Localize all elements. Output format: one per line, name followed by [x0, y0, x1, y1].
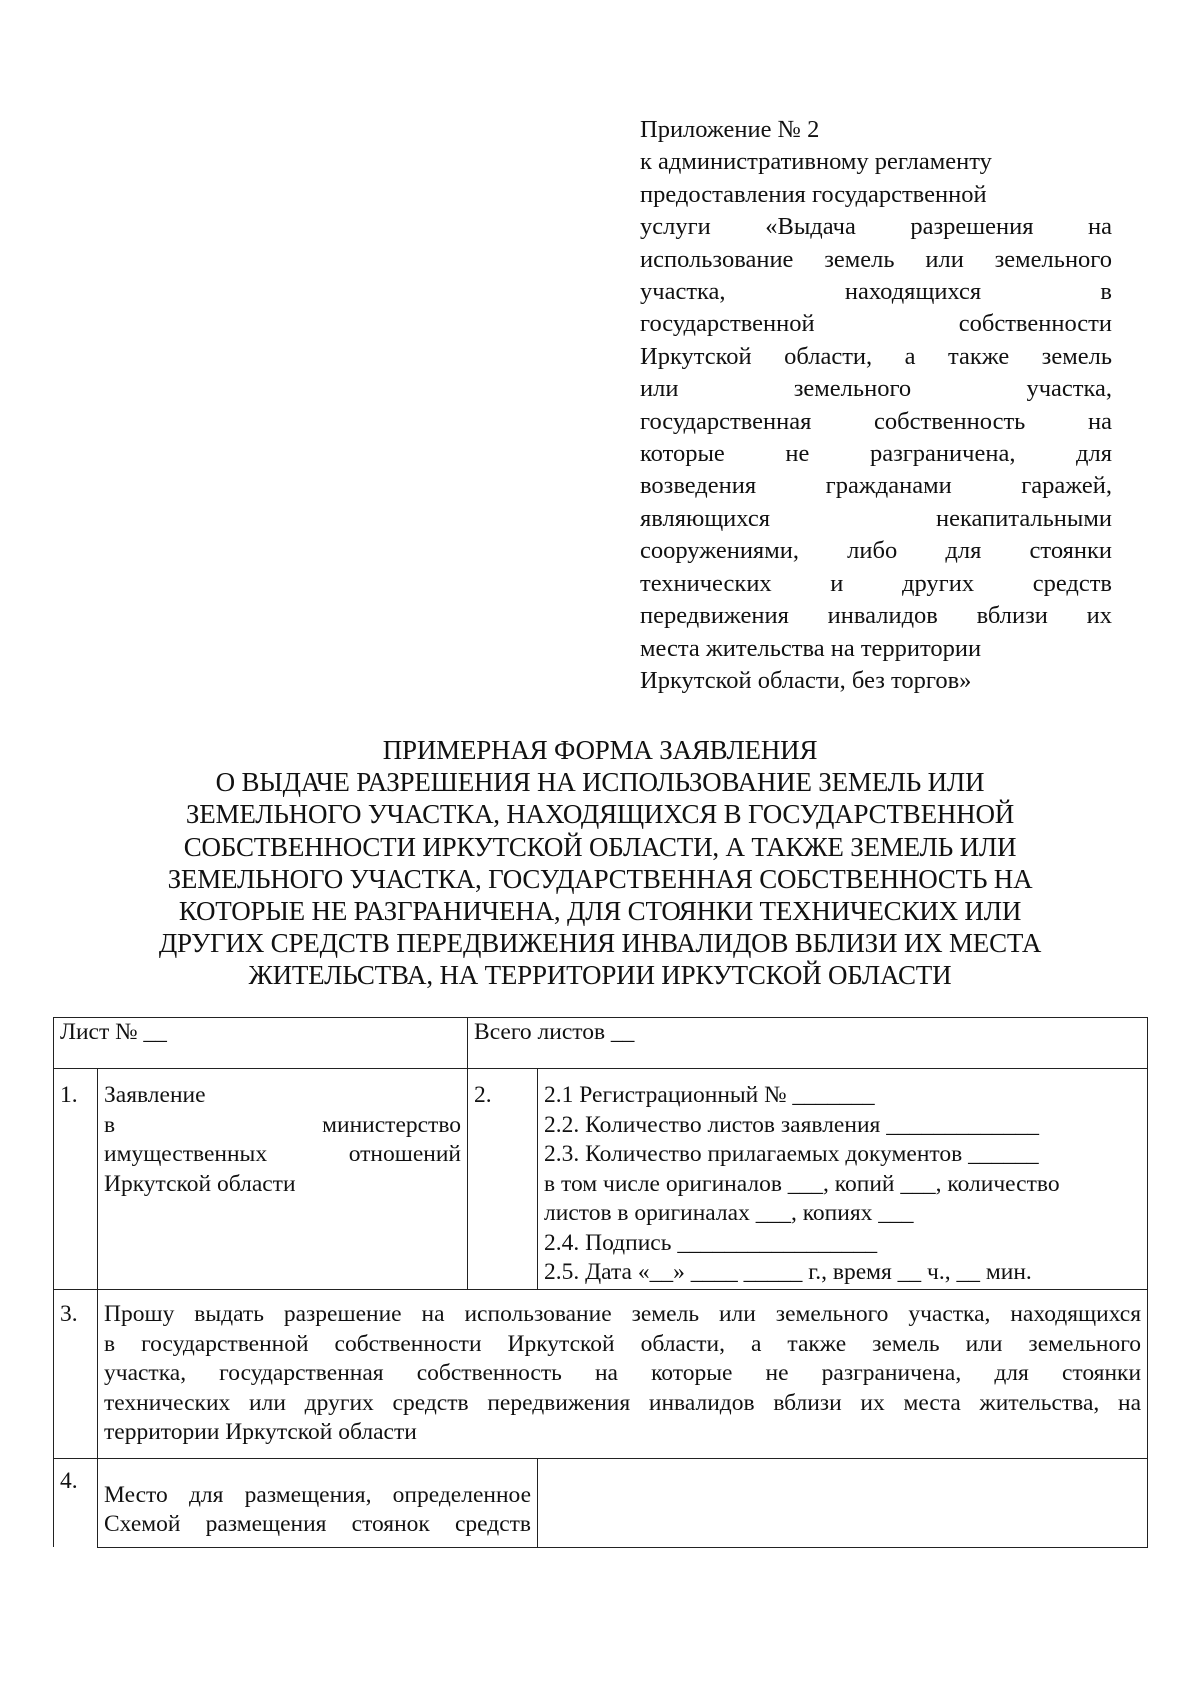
request-line: участка, государственная собственность на которые не разграничена, для стоянки: [104, 1360, 1142, 1386]
appendix-line: Иркутской области, без торгов»: [640, 666, 972, 694]
appendix-line: или земельного участка,: [640, 375, 1112, 403]
form-row-4: [54, 1458, 1148, 1547]
appendix-line: Иркутской области, а также земель: [640, 342, 1112, 370]
appendix-line: передвижения инвалидов вблизи их: [640, 602, 1112, 630]
registration-line: 2.4. Подпись _________________: [544, 1229, 878, 1256]
recipient-line: в министерство: [104, 1111, 462, 1138]
appendix-header: [640, 114, 1112, 697]
request-line: в государственной собственности Иркутской области, а также земель или земельного: [104, 1330, 1142, 1357]
appendix-line: являющихся некапитальными: [640, 504, 1112, 532]
application-form-table: [53, 1017, 1148, 1548]
title-line: О ВЫДАЧЕ РАЗРЕШЕНИЯ НА ИСПОЛЬЗОВАНИЕ ЗЕМЕЛЬ ИЛИ: [215, 767, 985, 798]
request-cell: [98, 1290, 1148, 1459]
request-line: Прошу выдать разрешение на использование земель или земельного участка, находящихся: [104, 1301, 1142, 1327]
appendix-line: участка, находящихся в: [640, 278, 1112, 306]
title-line: ПРИМЕРНАЯ ФОРМА ЗАЯВЛЕНИЯ: [382, 735, 818, 765]
registration-line: в том числе оригиналов ___, копий ___, количество: [544, 1170, 1060, 1197]
total-sheets-cell: Всего листов __: [468, 1018, 1148, 1069]
placement-cell: [98, 1458, 538, 1547]
appendix-line: предоставления государственной: [640, 180, 987, 208]
placement-line: Место для размещения, определенное: [104, 1481, 532, 1508]
recipient-line: Иркутской области: [104, 1170, 296, 1197]
registration-line: 2.2. Количество листов заявления _____________: [544, 1111, 1039, 1138]
appendix-line: места жительства на территории: [640, 634, 982, 662]
recipient-cell: [98, 1069, 468, 1290]
title-line: ЖИТЕЛЬСТВА, НА ТЕРРИТОРИИ ИРКУТСКОЙ ОБЛАСТИ: [248, 960, 952, 991]
row-number: 2.: [468, 1069, 538, 1290]
appendix-line: сооружениями, либо для стоянки: [640, 537, 1112, 565]
registration-line: 2.5. Дата «__» ____ _____ г., время __ ч., __ мин.: [544, 1259, 1032, 1285]
appendix-line: которые не разграничена, для: [640, 440, 1112, 468]
appendix-line: возведения гражданами гаражей,: [640, 472, 1112, 500]
row-number: 4.: [54, 1458, 98, 1547]
appendix-line: использование земель или земельного: [640, 245, 1112, 273]
appendix-line: Приложение № 2: [640, 116, 820, 143]
placement-value-cell: [538, 1458, 1148, 1547]
title-line: ЗЕМЕЛЬНОГО УЧАСТКА, ГОСУДАРСТВЕННАЯ СОБСТВЕННОСТЬ НА: [167, 863, 1033, 894]
request-line: территории Иркутской области: [104, 1419, 417, 1445]
request-line: технических или других средств передвижения инвалидов вблизи их места жительства, на: [104, 1389, 1142, 1416]
form-row-1: [54, 1069, 1148, 1290]
appendix-line: государственная собственность на: [640, 407, 1112, 435]
recipient-line: Заявление: [104, 1082, 206, 1108]
title-line: ДРУГИХ СРЕДСТВ ПЕРЕДВИЖЕНИЯ ИНВАЛИДОВ ВБЛИЗИ ИХ МЕСТА: [158, 928, 1042, 959]
appendix-line: государственной собственности: [640, 310, 1112, 338]
form-title: [60, 734, 1140, 992]
title-line: ЗЕМЕЛЬНОГО УЧАСТКА, НАХОДЯЩИХСЯ В ГОСУДАРСТВЕННОЙ: [185, 799, 1015, 830]
row-number: 3.: [54, 1290, 98, 1459]
form-row-3: [54, 1290, 1148, 1459]
registration-line: листов в оригиналах ___, копиях ___: [544, 1200, 914, 1226]
registration-cell: [538, 1069, 1148, 1290]
form-header-row: [54, 1018, 1148, 1069]
title-line: СОБСТВЕННОСТИ ИРКУТСКОЙ ОБЛАСТИ, А ТАКЖЕ ЗЕМЕЛЬ ИЛИ: [183, 831, 1017, 862]
registration-line: 2.3. Количество прилагаемых документов ______: [544, 1141, 1039, 1167]
recipient-line: имущественных отношений: [104, 1141, 462, 1167]
appendix-line: технических и других средств: [640, 569, 1112, 597]
registration-line: 2.1 Регистрационный № _______: [544, 1082, 875, 1108]
appendix-line: к административному регламенту: [640, 148, 992, 176]
title-line: КОТОРЫЕ НЕ РАЗГРАНИЧЕНА, ДЛЯ СТОЯНКИ ТЕХНИЧЕСКИХ ИЛИ: [178, 896, 1022, 927]
row-number: 1.: [54, 1069, 98, 1290]
sheet-number-cell: Лист № __: [54, 1018, 468, 1069]
placement-line: Схемой размещения стоянок средств: [104, 1511, 532, 1537]
appendix-line: услуги «Выдача разрешения на: [640, 213, 1112, 241]
